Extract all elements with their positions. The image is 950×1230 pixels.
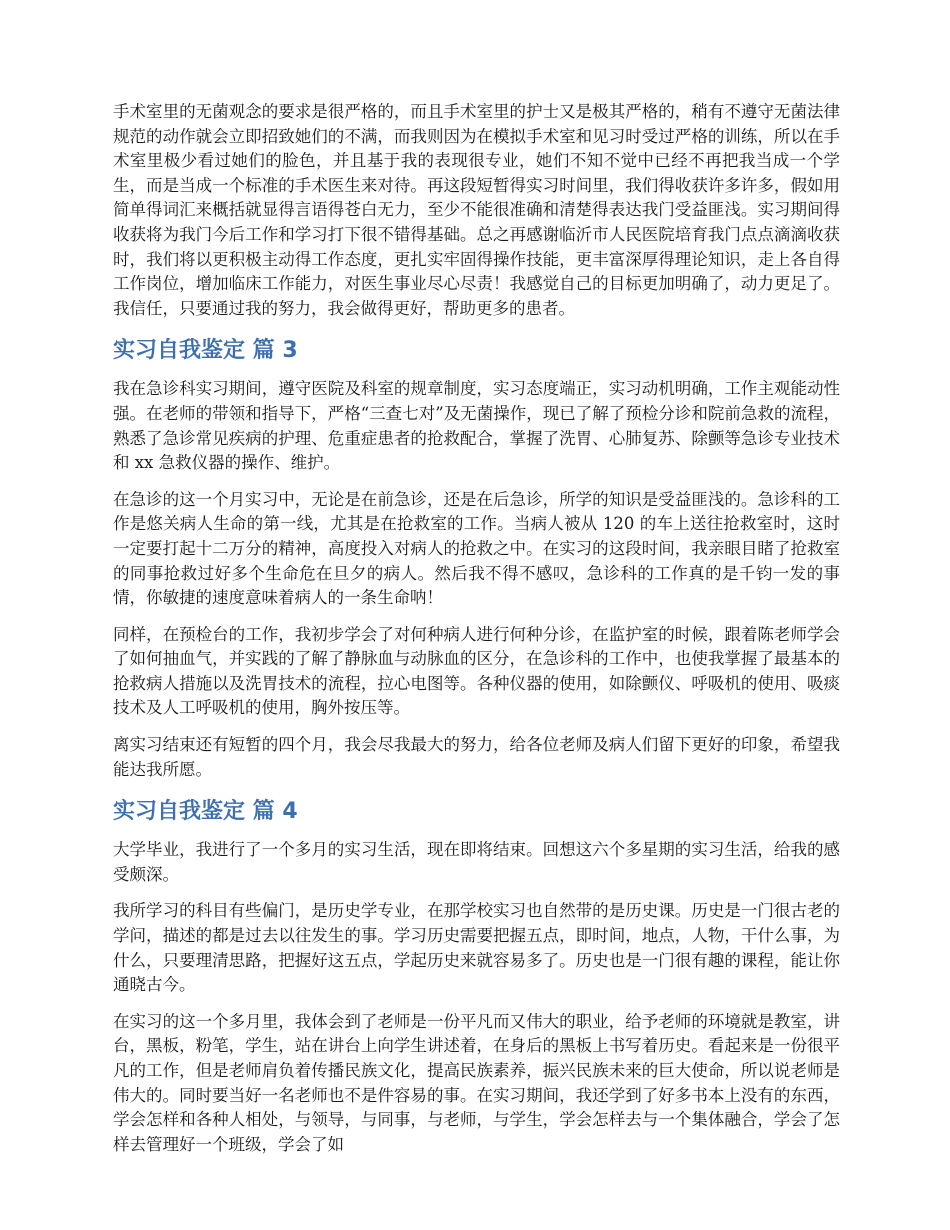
paragraph: 我所学习的科目有些偏门，是历史学专业，在那学校实习也自然带的是历史课。历史是一门很古老的学问，描述的都是过去以往发生的事。学习历史需要把握五点，即时间，地点，人物，干什么事，为什么，只要理清思路，把握好这五点，学起历史来就容易多了。历史也是一门很有趣的课程，能让你通晓古今。 <box>113 901 840 995</box>
paragraph: 同样，在预检台的工作，我初步学会了对何种病人进行何种分诊，在监护室的时候，跟着陈老师学会了如何抽血气，并实践的了解了静脉血与动脉血的区分，在急诊科的工作中，也使我掌握了最基本的抢救病人措施以及洗胃技术的流程，拉心电图等。各种仪器的使用，如除颤仪、呼吸机的使用、吸痰技术及人工呼吸机的使用，胸外按压等。 <box>113 624 840 718</box>
section-heading: 实习自我鉴定 篇 3 <box>113 338 298 364</box>
paragraph: 手术室里的无菌观念的要求是很严格的，而且手术室里的护士又是极其严格的，稍有不遵守无菌法律规范的动作就会立即招致她们的不满，而我则因为在模拟手术室和见习时受过严格的训练，所以在手术室里极少看过她们的脸色，并且基于我的表现很专业，她们不知不觉中已经不再把我当成一个学生，而是当成一个标准的手术医生来对待。再这段短暂得实习时间里，我们得收获许多许多，假如用简单得词汇来概括就显得言语得苍白无力，至少不能很准确和清楚得表达我门受益匪浅。实习期间得收获将为我门今后工作和学习打下很不错得基础。总之再感谢临沂市人民医院培育我门点点滴滴收获时，我们将以更积极主动得工作态度，更扎实牢固得操作技能，更丰富深厚得理论知识，走上各自得工作岗位，增加临床工作能力，对医生事业尽心尽责！我感觉自己的目标更加明确了，动力更足了。我信任，只要通过我的努力，我会做得更好，帮助更多的患者。 <box>113 102 840 318</box>
document-page <box>113 100 840 1169</box>
section-heading: 实习自我鉴定 篇 4 <box>113 799 298 825</box>
paragraph: 我在急诊科实习期间，遵守医院及科室的规章制度，实习态度端正，实习动机明确，工作主观能动性强。在老师的带领和指导下，严格“三查七对”及无菌操作，现已了解了预检分诊和院前急救的流程，熟悉了急诊常见疾病的护理、危重症患者的抢救配合，掌握了洗胃、心肺复苏、除颤等急诊专业技术和 xx 急救仪器的操作、维护。 <box>113 379 840 473</box>
paragraph: 在急诊的这一个月实习中，无论是在前急诊，还是在后急诊，所学的知识是受益匪浅的。急诊科的工作是悠关病人生命的第一线，尤其是在抢救室的工作。当病人被从 120 的车上送往抢救室时，这时一定要打起十二万分的精神，高度投入对病人的抢救之中。在实习的这段时间，我亲眼目睹了抢救室的同事抢救过好多个生命危在旦夕的病人。然后我不得不感叹，急诊科的工作真的是千钧一发的事情，你敏捷的速度意味着病人的一条生命呐！ <box>113 489 840 608</box>
paragraph: 在实习的这一个多月里，我体会到了老师是一份平凡而又伟大的职业，给予老师的环境就是教室，讲台，黑板，粉笔，学生，站在讲台上向学生讲述着，在身后的黑板上书写着历史。看起来是一份很平凡的工作，但是老师肩负着传播民族文化，提高民族素养，振兴民族未来的巨大使命，所以说老师是伟大的。同时要当好一名老师也不是件容易的事。在实习期间，我还学到了好多书本上没有的东西，学会怎样和各种人相处，与领导，与同事，与老师，与学生，学会怎样去与一个集体融合，学会了怎样去管理好一个班级，学会了如 <box>113 1011 840 1154</box>
paragraph: 大学毕业，我进行了一个多月的实习生活，现在即将结束。回想这六个多星期的实习生活，给我的感受颇深。 <box>113 840 840 884</box>
paragraph: 离实习结束还有短暂的四个月，我会尽我最大的努力，给各位老师及病人们留下更好的印象，希望我能达我所愿。 <box>113 735 840 779</box>
